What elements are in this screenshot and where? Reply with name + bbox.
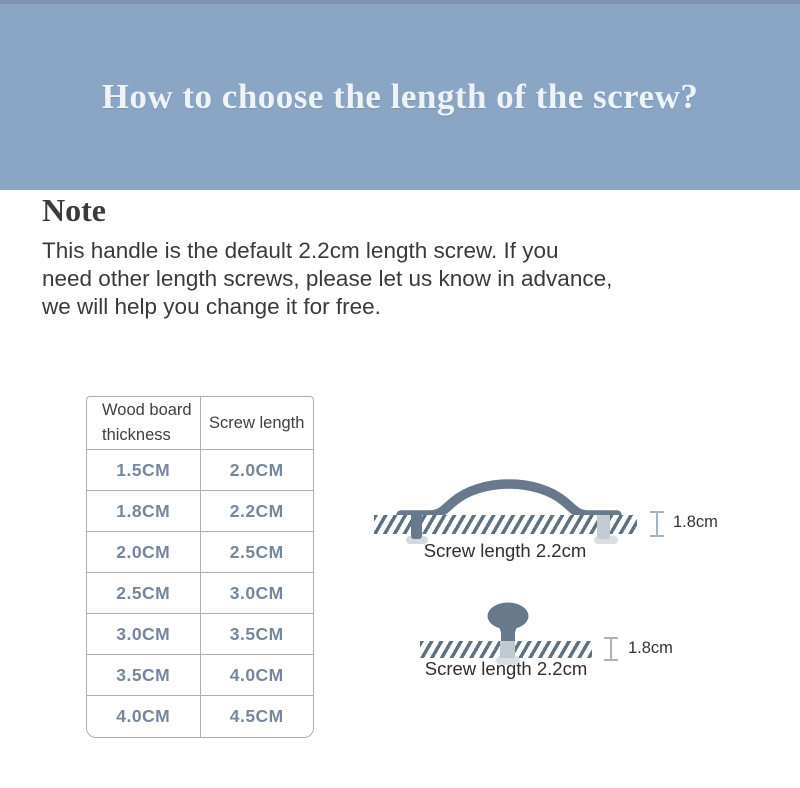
table-row	[87, 614, 313, 655]
table-row	[87, 573, 313, 614]
thickness-value: 1.5CM	[87, 450, 200, 491]
bar-handle-caption: Screw length 2.2cm	[423, 540, 587, 561]
column-header-screw-length: Screw length	[200, 397, 313, 450]
screw-length-value: 2.2CM	[200, 491, 313, 532]
note-line: we will help you change it for free.	[42, 294, 381, 319]
screw-icon	[411, 513, 422, 539]
board-thickness-label: 1.8cm	[673, 513, 718, 531]
screw-icon	[500, 641, 515, 658]
table-header-row	[87, 397, 313, 450]
note-heading: Note	[42, 192, 106, 228]
thickness-value: 2.0CM	[87, 532, 200, 573]
note-text	[42, 237, 612, 321]
thickness-value: 2.5CM	[87, 573, 200, 614]
thickness-measure-icon	[648, 509, 666, 539]
banner	[0, 0, 800, 190]
screw-length-value: 3.0CM	[200, 573, 313, 614]
note-line: need other length screws, please let us know in advance,	[42, 266, 613, 291]
board-thickness-label: 1.8cm	[628, 639, 673, 657]
table-row	[87, 532, 313, 573]
table-row	[87, 696, 313, 737]
screw-length-value: 4.0CM	[200, 655, 313, 696]
screw-length-value: 4.5CM	[229, 705, 284, 726]
column-header-thickness: Wood board thickness	[87, 397, 200, 450]
thickness-value: 4.0CM	[87, 696, 200, 737]
table-row	[87, 491, 313, 532]
thickness-value: 3.0CM	[87, 614, 200, 655]
thickness-value: 3.5CM	[87, 655, 200, 696]
table-row	[87, 450, 313, 491]
screw-length-value: 2.5CM	[200, 532, 313, 573]
screw-length-value: 2.0CM	[200, 450, 313, 491]
thickness-measure-icon	[602, 636, 620, 662]
thickness-value: 1.8CM	[87, 491, 200, 532]
knob-handle-icon	[486, 602, 530, 643]
screw-length-value: 3.5CM	[200, 614, 313, 655]
page-title: How to choose the length of the screw?	[101, 77, 699, 116]
screw-icon	[597, 515, 610, 539]
knob-handle-caption: Screw length 2.2cm	[424, 658, 588, 679]
size-table	[86, 396, 314, 738]
table-row	[87, 655, 313, 696]
note-line: This handle is the default 2.2cm length screw. If you	[42, 238, 559, 263]
